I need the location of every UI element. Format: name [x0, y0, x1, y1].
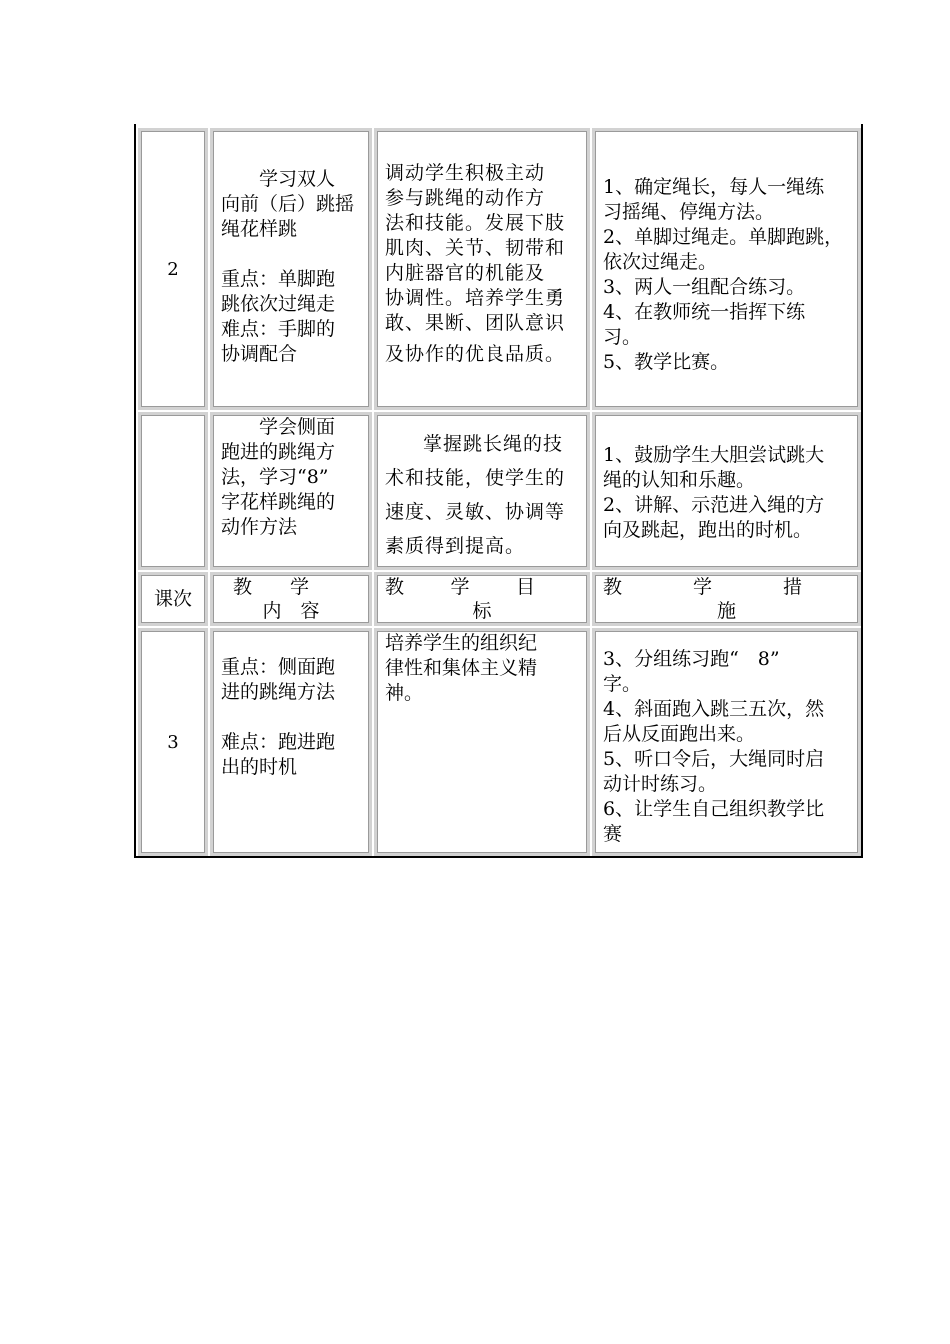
lesson-goal: [374, 628, 590, 856]
measure-line: 依次过绳走。: [603, 251, 718, 273]
goal-line: 素质得到提高。: [385, 535, 526, 557]
content-line: 动作方法: [221, 516, 298, 538]
difficulty-line: 协调配合: [221, 343, 298, 365]
lesson-number: 2: [138, 128, 208, 410]
measure-line: 赛: [603, 823, 623, 845]
goal-line: 培养学生的组织纪: [385, 632, 538, 654]
measure-line: 习。: [603, 326, 642, 348]
goal-line: 术和技能，使学生的: [385, 467, 566, 489]
measure-line: 后从反面跑出来。: [603, 723, 756, 745]
lesson-goal: [374, 412, 590, 570]
header-lesson: 课次: [138, 572, 208, 626]
goal-line: 及协作的优良品质。: [385, 343, 566, 365]
lesson-measures: [592, 412, 861, 570]
content-line: 字花样跳绳的: [221, 491, 336, 513]
goal-line: 肌肉、关节、韧带和: [385, 237, 566, 259]
measure-line: 3、两人一组配合练习。: [603, 276, 806, 298]
lesson-plan-table: [134, 124, 863, 858]
goal-line: 调动学生积极主动: [385, 162, 546, 184]
lesson-measures: [592, 628, 861, 856]
goal-line: 敢、果断、团队意识: [385, 312, 566, 334]
header-measures: 教 学 措 施: [592, 572, 861, 626]
table-row-lesson-2-continued: [136, 412, 861, 570]
table-row-lesson-3: [136, 628, 861, 856]
difficulty-line: 难点：跑进跑: [221, 731, 336, 753]
lesson-measures: [592, 128, 861, 410]
lesson-content: [210, 628, 372, 856]
measure-line: 绳的认知和乐趣。: [603, 469, 756, 491]
measure-line: 动计时练习。: [603, 773, 718, 795]
table-header-row: [136, 572, 861, 626]
goal-line: 法和技能。发展下肢: [385, 212, 566, 234]
content-line: 法，学习“8”: [221, 466, 329, 488]
difficulty-line: 出的时机: [221, 756, 298, 778]
content-line: 跑进的跳绳方: [221, 441, 336, 463]
measure-line: 习摇绳、停绳方法。: [603, 201, 775, 223]
lesson-goal: [374, 128, 590, 410]
lesson-content: [210, 128, 372, 410]
goal-line: 参与跳绳的动作方: [385, 187, 546, 209]
measure-line: 5、教学比赛。: [603, 351, 730, 373]
measure-line: 1、确定绳长，每人一绳练: [603, 176, 825, 198]
measure-line: 3、分组练习跑“ 8”: [603, 648, 780, 670]
focus-line: 重点：单脚跑: [221, 268, 336, 290]
header-goal: 教 学 目 标: [374, 572, 590, 626]
measure-line: 4、斜面跑入跳三五次，然: [603, 698, 825, 720]
content-line: 学会侧面: [259, 416, 336, 438]
measure-line: 向及跳起，跑出的时机。: [603, 519, 813, 541]
goal-line: 神。: [385, 682, 424, 704]
focus-line: 进的跳绳方法: [221, 681, 336, 703]
table-row-lesson-2: [136, 128, 861, 410]
measure-line: 5、听口令后，大绳同时启: [603, 748, 825, 770]
content-line: 绳花样跳: [221, 218, 298, 240]
measure-line: 6、让学生自己组织教学比: [603, 798, 825, 820]
lesson-number: [138, 412, 208, 570]
focus-line: 跳依次过绳走: [221, 293, 336, 315]
measure-line: 2、讲解、示范进入绳的方: [603, 494, 825, 516]
goal-line: 律性和集体主义精: [385, 657, 538, 679]
goal-line: 协调性。培养学生勇: [385, 287, 566, 309]
difficulty-line: 难点：手脚的: [221, 318, 336, 340]
content-line: 学习双人: [259, 168, 336, 190]
measure-line: 4、在教师统一指挥下练: [603, 301, 806, 323]
content-line: 向前（后）跳摇: [221, 193, 355, 215]
goal-line: 内脏器官的机能及: [385, 262, 546, 284]
measure-line: 1、鼓励学生大胆尝试跳大: [603, 444, 825, 466]
header-content: 教 学 内 容: [210, 572, 372, 626]
goal-line: 速度、灵敏、协调等: [385, 501, 566, 523]
lesson-number: 3: [138, 628, 208, 856]
measure-line: 2、单脚过绳走。单脚跑跳，: [603, 226, 844, 248]
lesson-content: [210, 412, 372, 570]
focus-line: 重点：侧面跑: [221, 656, 336, 678]
measure-line: 字。: [603, 673, 642, 695]
goal-line: 掌握跳长绳的技: [423, 433, 564, 455]
